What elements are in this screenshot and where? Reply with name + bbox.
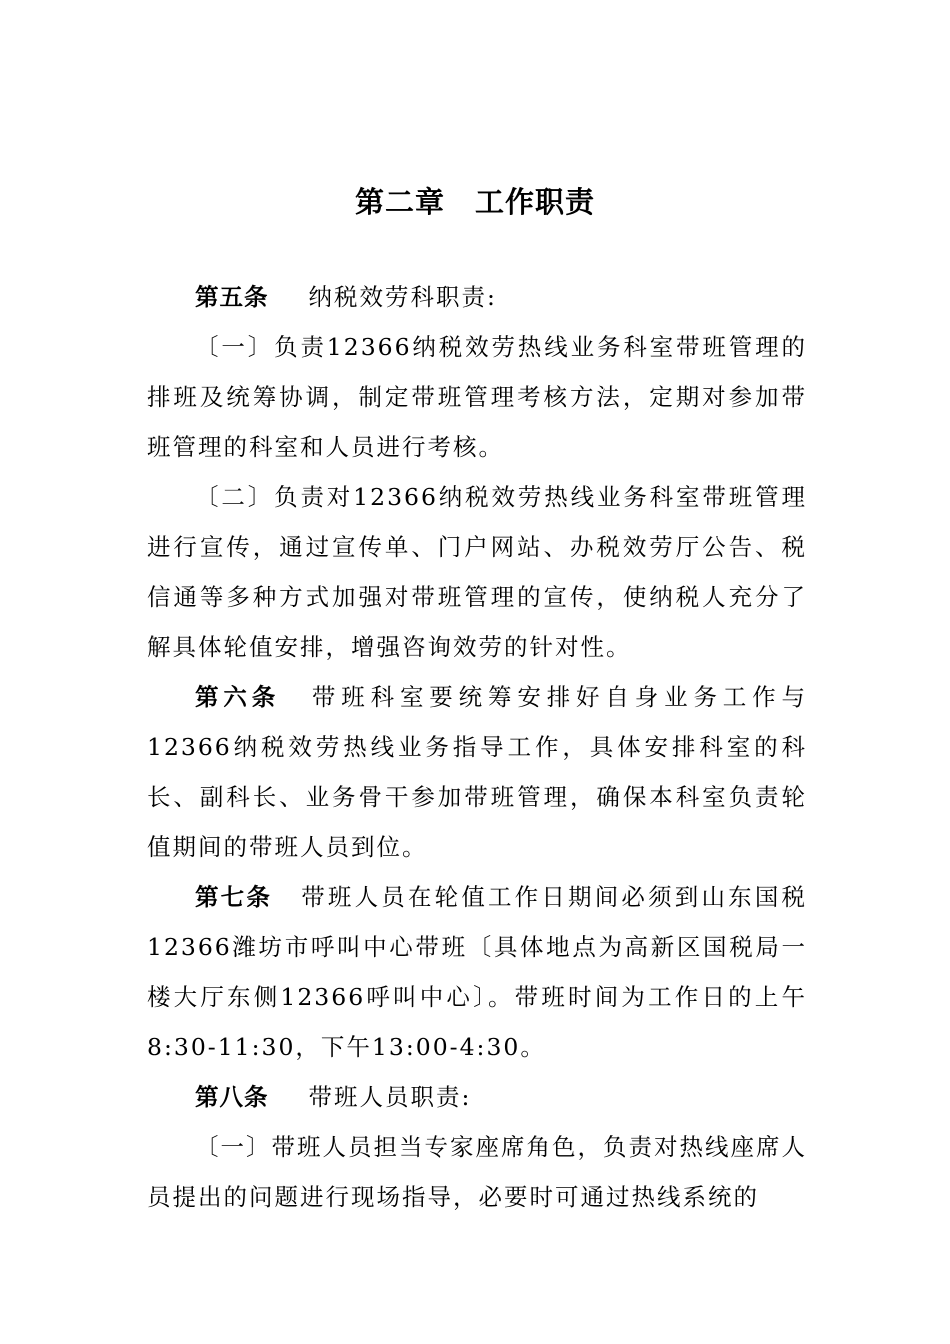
article-number: 第六条: [195, 683, 281, 711]
paragraph-text: 纳税效劳科职责:: [308, 283, 497, 311]
paragraph-article-5-item-2: [147, 472, 807, 672]
paragraph-text: 〔一〕负责12366纳税效劳热线业务科室带班管理的排班及统筹协调，制定带班管理考核方法，定期对参加带班管理的科室和人员进行考核。: [147, 333, 807, 461]
chapter-title: 第二章 工作职责: [354, 185, 595, 219]
paragraph-article-5: [147, 272, 807, 322]
article-number: 第八条: [195, 1083, 269, 1111]
paragraph-article-5-item-1: [147, 322, 807, 472]
paragraph-article-7: [147, 872, 807, 1072]
paragraph-text: 带班人员在轮值工作日期间必须到山东国税12366潍坊市呼叫中心带班〔具体地点为高新区国税局一楼大厅东侧12366呼叫中心〕。带班时间为工作日的上午8:30-11:30，下午13:00-4:30。: [147, 883, 808, 1061]
paragraph-article-8-item-1: [147, 1122, 807, 1222]
paragraph-text: 〔二〕负责对12366纳税效劳热线业务科室带班管理进行宣传，通过宣传单、门户网站、办税效劳厅公告、税信通等多种方式加强对带班管理的宣传，使纳税人充分了解具体轮值安排，增强咨询效劳的针对性。: [147, 483, 807, 661]
article-number: 第五条: [195, 283, 269, 311]
paragraph-text: 带班人员职责:: [308, 1083, 472, 1111]
paragraph-text: 带班科室要统筹安排好自身业务工作与12366纳税效劳热线业务指导工作，具体安排科室的科长、副科长、业务骨干参加带班管理，确保本科室负责轮值期间的带班人员到位。: [147, 683, 808, 861]
paragraph-article-6: [147, 672, 807, 872]
article-number: 第七条: [195, 883, 273, 911]
document-body: [147, 272, 807, 1222]
paragraph-article-8: [147, 1072, 807, 1122]
paragraph-text: 〔一〕带班人员担当专家座席角色，负责对热线座席人员提出的问题进行现场指导，必要时可通过热线系统的: [147, 1133, 807, 1211]
